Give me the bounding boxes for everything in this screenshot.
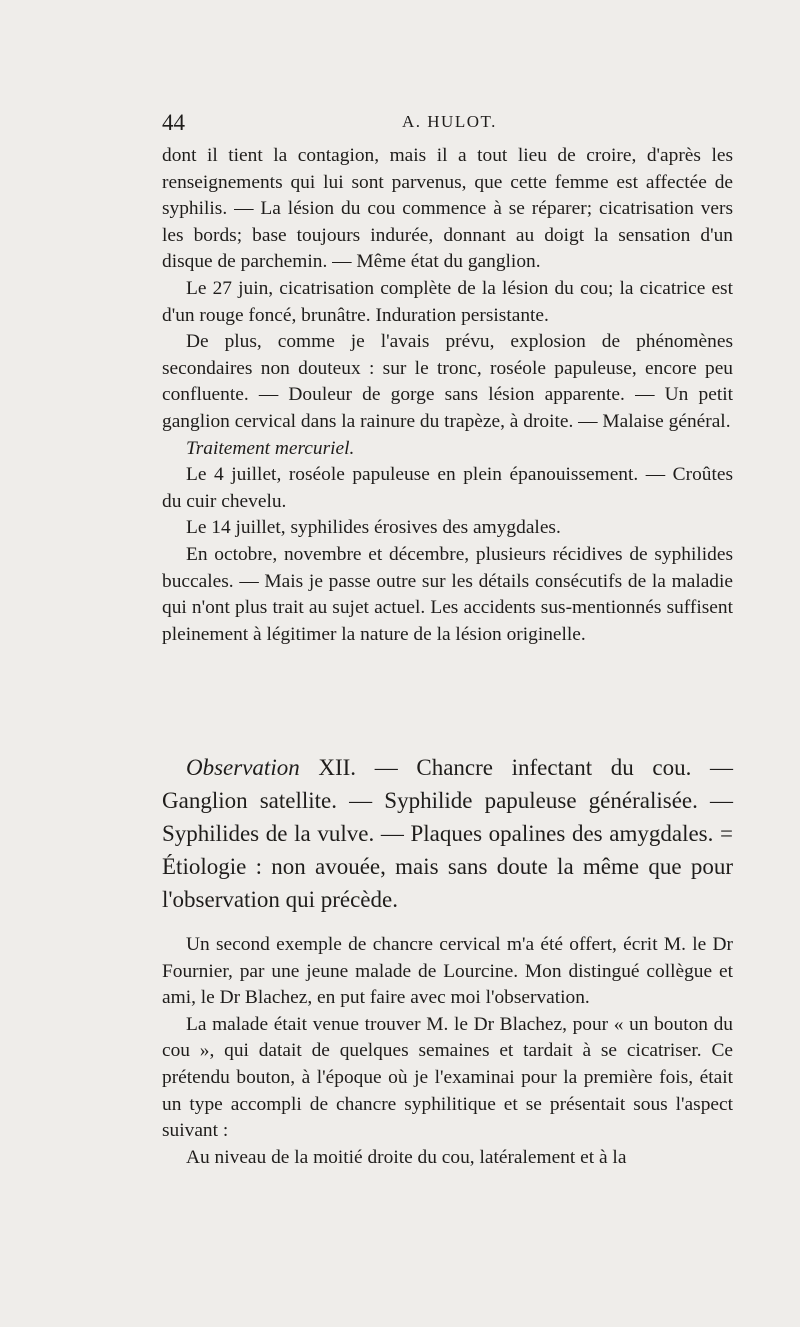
observation-paragraph	[162, 751, 733, 916]
paragraph: La malade était venue trouver M. le Dr Blachez, pour « un bouton du cou », qui datait de quelques semaines et tardait à se cicatriser. Ce prétendu bouton, à l'époque où je l'examinai pour la première fois, était un type accompli de chancre syphilitique et se présentait sous l'aspect suivant :	[162, 1013, 733, 1142]
page-header	[162, 110, 732, 134]
paragraph-italic: Traitement mercuriel.	[186, 437, 355, 459]
paragraph: Le 14 juillet, syphilides érosives des amygdales.	[186, 517, 561, 539]
observation-label: Observation	[186, 755, 300, 780]
observation-text: XII. — Chancre infectant du cou. — Ganglion satellite. — Syphilide papuleuse généralisée. — Syphilides de la vulve. — Plaques opalines des amygdales. = Étiologie : non avouée, mais sans doute la même que pour l'observation qui précède.	[162, 755, 733, 912]
observation-heading	[162, 751, 733, 916]
paragraph: Le 4 juillet, roséole papuleuse en plein épanouissement. — Croûtes du cuir chevelu.	[162, 464, 733, 512]
body-text-section-1	[162, 143, 733, 648]
running-head: A. HULOT.	[402, 112, 497, 131]
page-number: 44	[162, 110, 185, 135]
paragraph: dont il tient la contagion, mais il a tout lieu de croire, d'après les renseignements qui lui sont parvenus, que cette femme est affectée de syphilis. — La lésion du cou commence à se réparer; cicatrisation vers les bords; base toujours indurée, donnant au doigt la sensation d'un disque de parchemin. — Même état du ganglion.	[162, 145, 733, 273]
paragraph: En octobre, novembre et décembre, plusieurs récidives de syphilides buccales. — Mais je passe outre sur les détails consécutifs de la maladie qui n'ont plus trait au sujet actuel. Les accidents sus-mentionnés suffisent pleinement à légitimer la nature de la lésion originelle.	[162, 543, 733, 645]
paragraph: De plus, comme je l'avais prévu, explosion de phénomènes secondaires non douteux : sur le tronc, roséole papuleuse, encore peu confluente. — Douleur de gorge sans lésion apparente. — Un petit ganglion cervical dans la rainure du trapèze, à droite. — Malaise général.	[162, 331, 733, 432]
paragraph: Au niveau de la moitié droite du cou, latéralement et à la	[186, 1146, 627, 1168]
paragraph: Le 27 juin, cicatrisation complète de la lésion du cou; la cicatrice est d'un rouge foncé, brunâtre. Induration persistante.	[162, 277, 733, 326]
paragraph: Un second exemple de chancre cervical m'a été offert, écrit M. le Dr Fournier, par une jeune malade de Lourcine. Mon distingué collègue et ami, le Dr Blachez, en put faire avec moi l'observation.	[162, 934, 733, 1009]
body-text-section-2	[162, 932, 733, 1171]
